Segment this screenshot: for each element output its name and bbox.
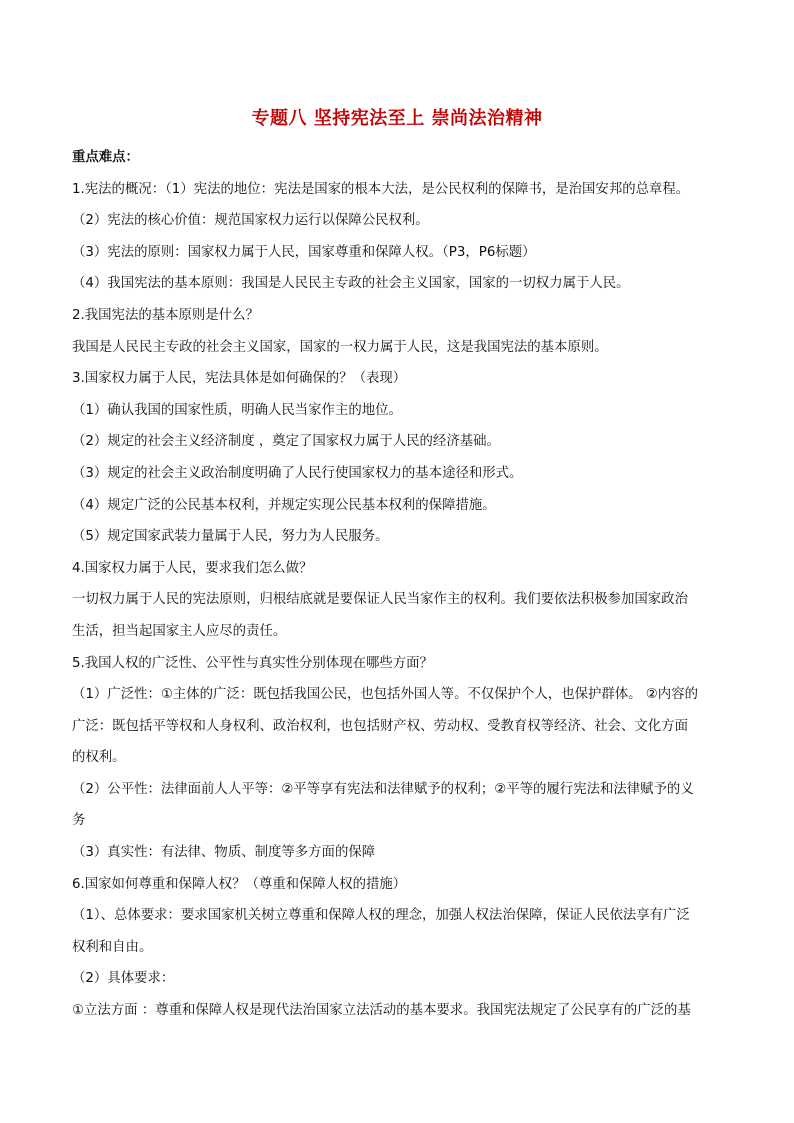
text-line: 务: [72, 813, 86, 829]
text-line: 1.宪法的概况：（1）宪法的地位：宪法是国家的根本大法，是公民权利的保障书，是治国安邦的总章程。: [72, 181, 690, 197]
text-line: （2）宪法的核心价值：规范国家权力运行以保障公民权利。: [72, 213, 429, 229]
document-body: [72, 142, 722, 1027]
text-line: （1）、总体要求：要求国家机关树立尊重和保障人权的理念，加强人权法治保障，保证人民依法享有广泛: [72, 908, 690, 924]
text-line: （3）宪法的原则：国家权力属于人民，国家尊重和保障人权。（P3，P6标题）: [72, 244, 536, 260]
document-title: 专题八 坚持宪法至上 崇尚法治精神: [251, 108, 543, 129]
text-line: 广泛：既包括平等权和人身权利、政治权利，也包括财产权、劳动权、受教育权等经济、社会、文化方面: [72, 718, 688, 734]
text-line: （2）公平性：法律面前人人平等：②平等享有宪法和法律赋予的权利；②平等的履行宪法和法律赋予的义: [72, 781, 694, 797]
section-heading: 重点难点：: [72, 150, 139, 165]
text-line: ①立法方面 ：尊重和保障人权是现代法治国家立法活动的基本要求。我国宪法规定了公民享有的广泛的基: [72, 1003, 691, 1019]
text-line: （4）规定广泛的公民基本权利，并规定实现公民基本权利的保障措施。: [72, 497, 496, 513]
text-line: （2）具体要求：: [72, 971, 175, 987]
text-line: 的权利。: [72, 750, 126, 766]
question-heading: 5.我国人权的广泛性、公平性与真实性分别体现在哪些方面？: [72, 655, 433, 671]
text-line: （1）广泛性：①主体的广泛：既包括我国公民，也包括外国人等。不仅保护个人，也保护群体。 ②内容的: [72, 687, 698, 703]
text-line: （2）规定的社会主义经济制度 ，奠定了国家权力属于人民的经济基础。: [72, 434, 500, 450]
question-heading: 4.国家权力属于人民，要求我们怎么做？: [72, 560, 313, 576]
question-heading: 6.国家如何尊重和保障人权？（尊重和保障人权的措施）: [72, 876, 407, 892]
text-line: （3）规定的社会主义政治制度明确了人民行使国家权力的基本途径和形式。: [72, 465, 523, 481]
text-line: （5）规定国家武装力量属于人民，努力为人民服务。: [72, 529, 389, 545]
question-heading: 2.我国宪法的基本原则是什么？: [72, 307, 259, 323]
text-line: （1）确认我国的国家性质，明确人民当家作主的地位。: [72, 402, 402, 418]
text-line: 一切权力属于人民的宪法原则，归根结底就是要保证人民当家作主的权利。我们要依法积极参加国家政治: [72, 592, 688, 608]
text-line: 权利和自由。: [72, 939, 153, 955]
text-line: 我国是人民民主专政的社会主义国家，国家的一权力属于人民，这是我国宪法的基本原则。: [72, 339, 608, 355]
text-line: 生活，担当起国家主人应尽的责任。: [72, 623, 287, 639]
question-heading: 3.国家权力属于人民，宪法具体是如何确保的？（表现）: [72, 371, 407, 387]
text-line: （4）我国宪法的基本原则：我国是人民民主专政的社会主义国家，国家的一切权力属于人民。: [72, 276, 630, 292]
text-line: （3）真实性：有法律、物质、制度等多方面的保障: [72, 845, 376, 861]
